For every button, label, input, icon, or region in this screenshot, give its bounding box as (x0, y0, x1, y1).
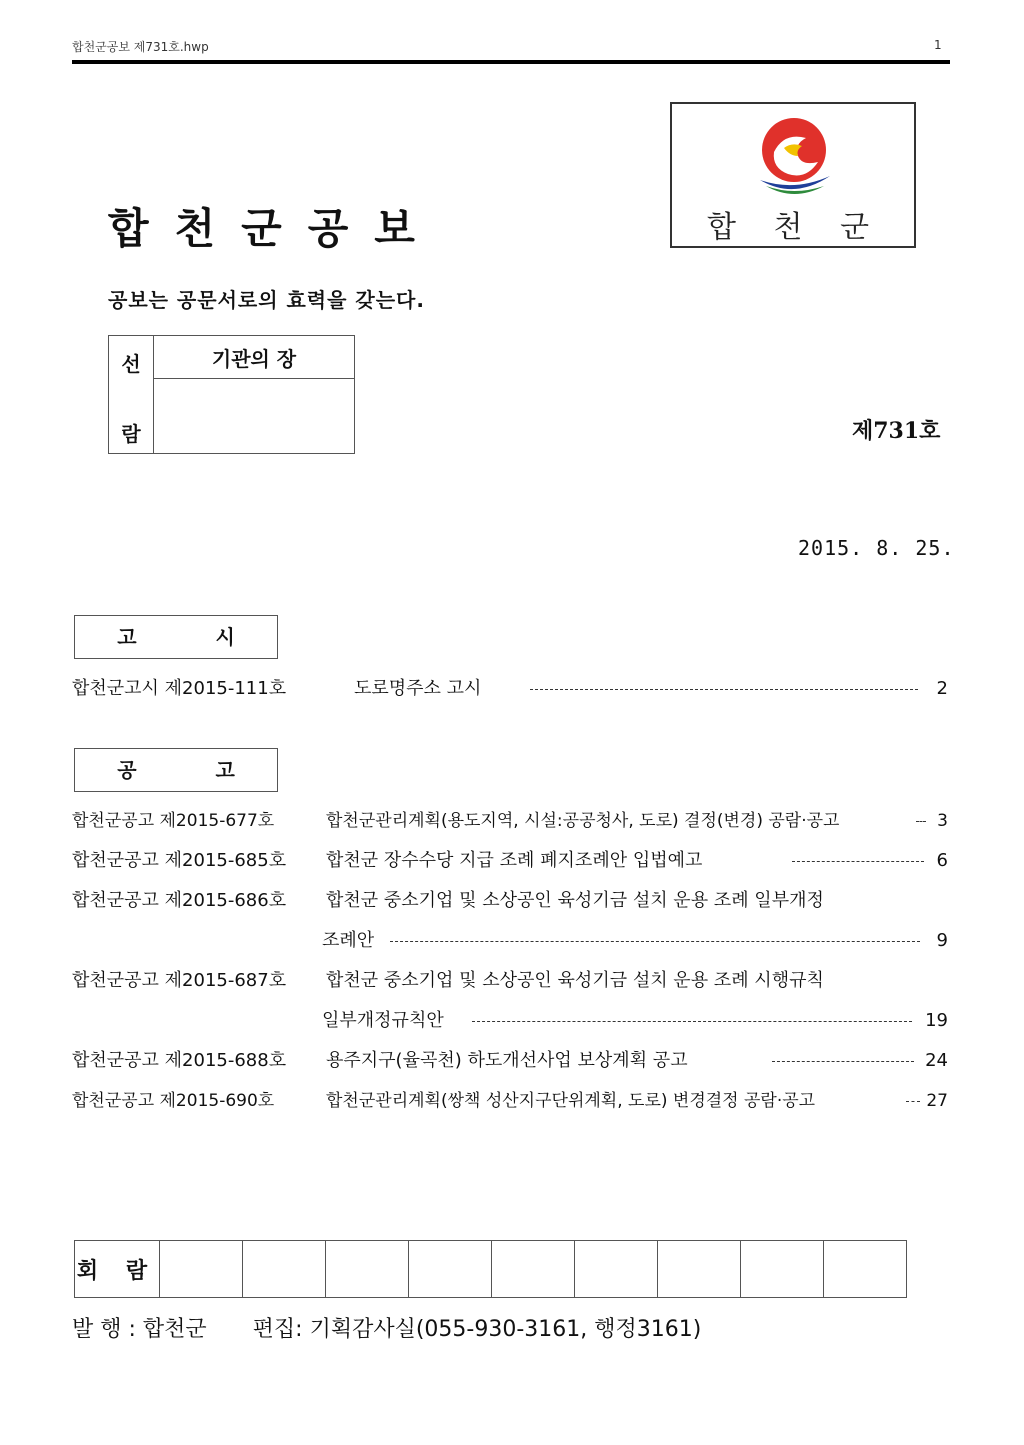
toc-row-continuation (72, 926, 948, 956)
logo-text: 합 천 군 (706, 210, 883, 245)
leader-dots (772, 1061, 914, 1062)
page-ref: 2 (936, 678, 948, 699)
issue-number: 제731호 (852, 418, 941, 444)
section-heading-gosi: 고 시 (74, 615, 278, 659)
toc-row-continuation (72, 1006, 948, 1036)
circulation-cell (160, 1241, 243, 1298)
review-signature-cell (154, 379, 355, 454)
notice-number: 합천군공고 제2015-690호 (72, 1091, 275, 1111)
review-side-label (109, 336, 154, 454)
leader-dots (792, 861, 924, 862)
toc-row (72, 674, 948, 704)
page-number: 1 (934, 38, 942, 52)
leader-dots (530, 689, 918, 690)
circulation-label: 회 람 (75, 1241, 160, 1298)
issue-date: 2015. 8. 25. (798, 536, 955, 560)
toc-row (72, 1086, 948, 1116)
toc-row (72, 846, 948, 876)
county-logo (670, 102, 916, 248)
circulation-cell (575, 1241, 658, 1298)
publisher: 발 행 : 합천군 (72, 1317, 207, 1342)
page-ref: 3 (937, 811, 948, 831)
review-header-cell: 기관의 장 (154, 336, 355, 379)
notice-title-continuation: 일부개정규칙안 (322, 1010, 444, 1031)
bulletin-title: 합천군공보 (108, 204, 441, 253)
notice-title: 합천군관리계획(쌍책 성산지구단위계획, 도로) 변경결정 공람·공고 (326, 1091, 816, 1111)
notice-number: 합천군고시 제2015-111호 (72, 678, 287, 699)
notice-title-continuation: 조례안 (322, 930, 375, 951)
review-side-char-top: 선 (121, 352, 141, 376)
leader-dots (390, 941, 920, 942)
county-emblem-icon (754, 114, 836, 200)
notice-number: 합천군공고 제2015-688호 (72, 1050, 287, 1071)
circulation-cell (409, 1241, 492, 1298)
notice-title: 용주지구(율곡천) 하도개선사업 보상계획 공고 (326, 1050, 688, 1071)
page-ref: 24 (925, 1050, 948, 1071)
toc-row (72, 1046, 948, 1076)
circulation-cell (824, 1241, 907, 1298)
notice-title: 합천군 중소기업 및 소상공인 육성기금 설치 운용 조례 시행규칙 (326, 970, 824, 991)
review-side-char-bottom: 람 (121, 422, 141, 446)
page-ref: 19 (925, 1010, 948, 1031)
bulletin-subtitle: 공보는 공문서로의 효력을 갖는다. (108, 288, 425, 312)
section-heading-gonggo: 공 고 (74, 748, 278, 792)
toc-row (72, 886, 948, 916)
review-table (108, 335, 355, 454)
toc-row (72, 806, 948, 836)
leader-dots (906, 1101, 920, 1102)
notice-title: 합천군 중소기업 및 소상공인 육성기금 설치 운용 조례 일부개정 (326, 890, 824, 911)
circulation-table (74, 1240, 907, 1298)
leader-dots (916, 821, 926, 822)
notice-title: 도로명주소 고시 (354, 678, 482, 699)
circulation-cell (658, 1241, 741, 1298)
circulation-cell (741, 1241, 824, 1298)
notice-number: 합천군공고 제2015-687호 (72, 970, 287, 991)
circulation-cell (326, 1241, 409, 1298)
leader-dots (472, 1021, 912, 1022)
notice-title: 합천군 장수수당 지급 조례 폐지조례안 입법예고 (326, 850, 703, 871)
publication-footer (72, 1312, 701, 1343)
page-ref: 6 (936, 850, 948, 871)
circulation-cell (492, 1241, 575, 1298)
notice-number: 합천군공고 제2015-685호 (72, 850, 287, 871)
circulation-cell (243, 1241, 326, 1298)
page-ref: 27 (926, 1091, 948, 1111)
notice-title: 합천군관리계획(용도지역, 시설:공공청사, 도로) 결정(변경) 공람·공고 (326, 811, 840, 831)
editor-contact: 편집: 기획감사실(055-930-3161, 행정3161) (252, 1317, 702, 1342)
header-rule (72, 60, 950, 64)
notice-number: 합천군공고 제2015-677호 (72, 811, 275, 831)
file-name: 합천군공보 제731호.hwp (72, 40, 209, 54)
toc-row (72, 966, 948, 996)
notice-number: 합천군공고 제2015-686호 (72, 890, 287, 911)
page-ref: 9 (936, 930, 948, 951)
